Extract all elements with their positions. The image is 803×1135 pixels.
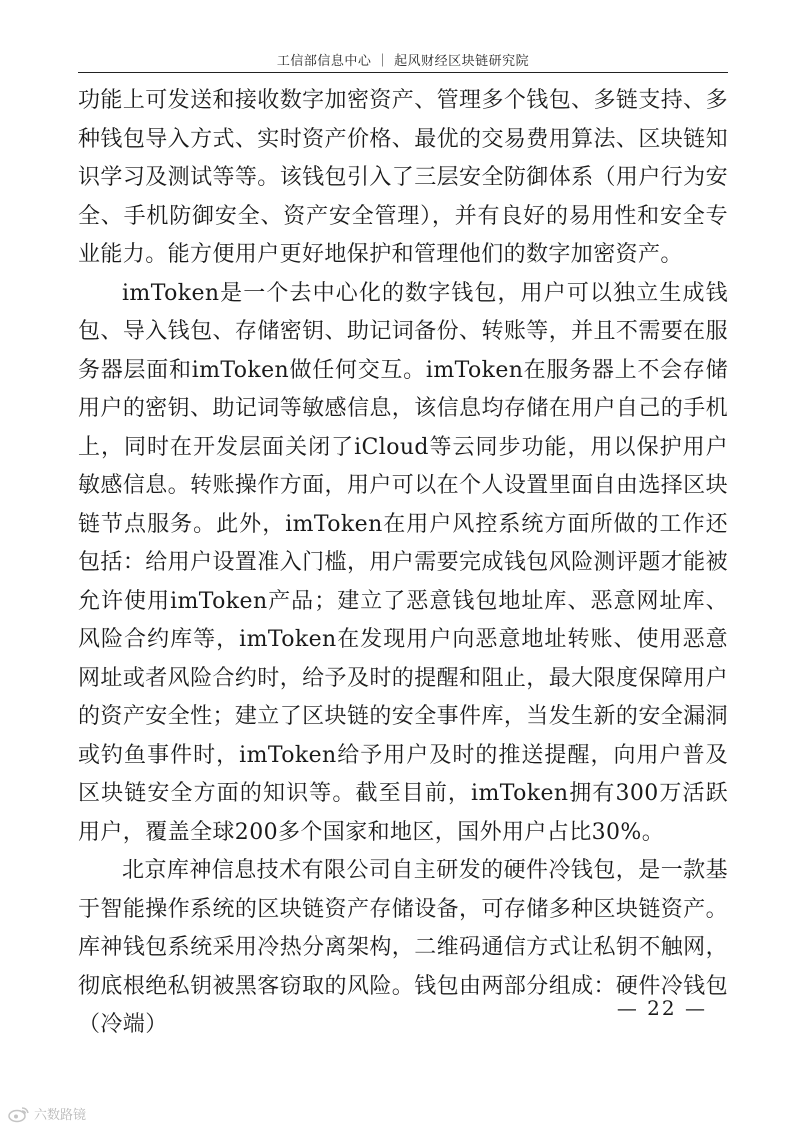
document-body [78,82,728,1045]
paragraph-kushen-wallet: 北京库神信息技术有限公司自主研发的硬件冷钱包，是一款基于智能操作系统的区块链资产存储设备，可存储多种区块链资产。库神钱包系统采用冷热分离架构，二维码通信方式让私钥不触网，彻底根绝私钥被黑客窃取的风险。钱包由两部分组成：硬件冷钱包（冷端） [78,858,728,1037]
weibo-icon [8,1105,30,1123]
page-number: — 22 — [616,996,707,1020]
page-header: 工信部信息中心 ｜ 起风财经区块链研究院 [276,54,530,69]
header-divider [78,72,728,73]
paragraph-continuation: 功能上可发送和接收数字加密资产、管理多个钱包、多链支持、多种钱包导入方式、实时资产价格、最优的交易费用算法、区块链知识学习及测试等等。该钱包引入了三层安全防御体系（用户行为安全、手机防御安全、资产安全管理），并有良好的易用性和安全专业能力。能方便用户更好地保护和管理他们的数字加密资产。 [78,88,728,267]
watermark [8,1104,86,1123]
paragraph-imtoken: imToken是一个去中心化的数字钱包，用户可以独立生成钱包、导入钱包、存储密钥、助记词备份、转账等，并且不需要在服务器层面和imToken做任何交互。imToken在服务器上不会存储用户的密钥、助记词等敏感信息，该信息均存储在用户自己的手机上，同时在开发层面关闭了iCloud等云同步功能，用以保护用户敏感信息。转账操作方面，用户可以在个人设置里面自由选择区块链节点服务。此外，imToken在用户风控系统方面所做的工作还包括：给用户设置准入门槛，用户需要完成钱包风险测评题才能被允许使用imToken产品；建立了恶意钱包地址库、恶意网址库、风险合约库等，imToken在发现用户向恶意地址转账、使用恶意网址或者风险合约时，给予及时的提醒和阻止，最大限度保障用户的资产安全性；建立了区块链的安全事件库，当发生新的安全漏洞或钓鱼事件时，imToken给予用户及时的推送提醒，向用户普及区块链安全方面的知识等。截至目前，imToken拥有300万活跃用户，覆盖全球200多个国家和地区，国外用户占比30%。 [78,280,728,845]
watermark-text: 六数路镜 [34,1108,87,1123]
